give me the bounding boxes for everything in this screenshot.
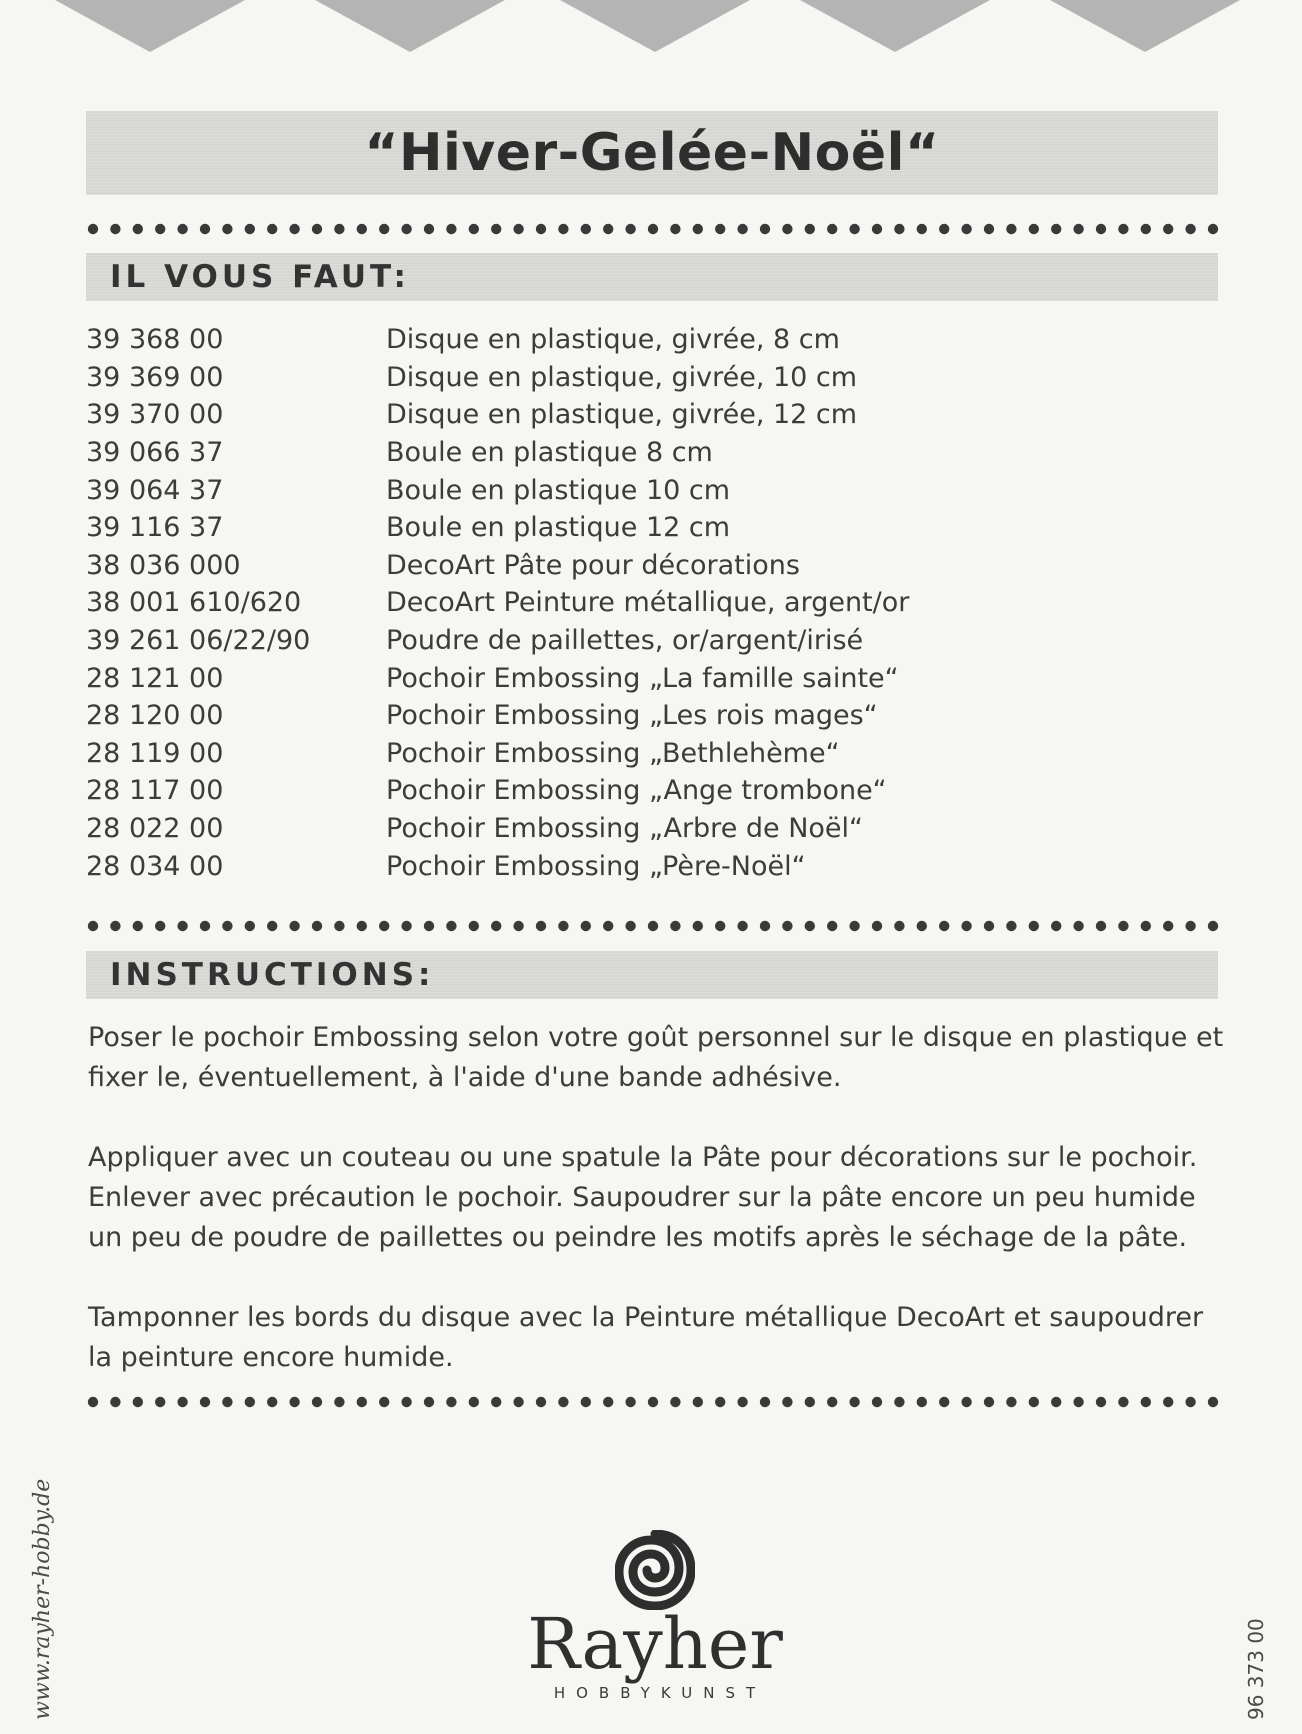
instructions-heading: INSTRUCTIONS: — [110, 957, 435, 993]
page-title: “Hiver-Gelée-Noël“ — [364, 123, 940, 183]
material-row — [86, 547, 1186, 585]
material-code: 28 119 00 — [86, 737, 224, 769]
material-description: Boule en plastique 8 cm — [386, 437, 713, 469]
material-description: Pochoir Embossing „Arbre de Noël“ — [386, 813, 864, 845]
material-row — [86, 396, 1186, 434]
website-url: www.rayher-hobby.de — [30, 1478, 55, 1720]
dotted-divider — [86, 1395, 1220, 1409]
material-description: Boule en plastique 10 cm — [386, 474, 731, 506]
dotted-divider — [86, 222, 1220, 236]
material-code: 39 066 37 — [86, 437, 224, 469]
material-description: Pochoir Embossing „Les rois mages“ — [386, 700, 878, 732]
instruction-paragraph: Poser le pochoir Embossing selon votre goût personnel sur le disque en plastique et fixer le, éventuellement, à l'aide d'une bande adhésive. — [88, 1022, 1224, 1093]
material-code: 28 034 00 — [86, 850, 224, 882]
material-code: 28 120 00 — [86, 700, 224, 732]
rose-spiral-icon — [615, 1530, 695, 1610]
material-row — [86, 359, 1186, 397]
material-row — [86, 622, 1186, 660]
material-description: Boule en plastique 12 cm — [386, 512, 731, 544]
material-row — [86, 772, 1186, 810]
instruction-paragraph: Appliquer avec un couteau ou une spatule la Pâte pour décorations sur le pochoir. Enlever avec précaution le pochoir. Saupoudrer sur la pâte encore un peu humide un peu de poudre de paillettes ou peindre les motifs après le séchage de la pâte. — [88, 1142, 1198, 1253]
material-code: 28 121 00 — [86, 662, 224, 694]
materials-heading: IL VOUS FAUT: — [110, 259, 410, 295]
instruction-paragraph: Tamponner les bords du disque avec la Peinture métallique DecoArt et saupoudrer la peinture encore humide. — [88, 1302, 1204, 1373]
material-row — [86, 434, 1186, 472]
material-row — [86, 584, 1186, 622]
material-description: DecoArt Peinture métallique, argent/or — [386, 587, 910, 619]
material-code: 39 261 06/22/90 — [86, 625, 311, 657]
material-row — [86, 659, 1186, 697]
instructions-banner — [86, 951, 1218, 999]
material-description: Disque en plastique, givrée, 10 cm — [386, 361, 858, 393]
material-row — [86, 321, 1186, 359]
material-code: 38 036 000 — [86, 549, 241, 581]
material-description: Poudre de paillettes, or/argent/irisé — [386, 625, 864, 657]
brand-tagline: HOBBYKUNST — [553, 1684, 767, 1702]
material-description: Pochoir Embossing „Bethlehème“ — [386, 737, 840, 769]
brand-logo — [520, 1530, 790, 1702]
material-code: 38 001 610/620 — [86, 587, 302, 619]
instructions-text — [88, 1018, 1228, 1418]
title-banner — [86, 111, 1218, 195]
dotted-divider — [86, 919, 1220, 933]
top-triangle-border — [0, 0, 1302, 60]
material-row — [86, 847, 1186, 885]
material-code: 28 117 00 — [86, 775, 224, 807]
material-description: DecoArt Pâte pour décorations — [386, 549, 800, 581]
article-code: 96 373 00 — [1244, 1618, 1268, 1720]
materials-list — [86, 321, 1186, 885]
material-code: 39 369 00 — [86, 361, 224, 393]
materials-banner — [86, 253, 1218, 301]
material-row — [86, 735, 1186, 773]
material-description: Disque en plastique, givrée, 8 cm — [386, 324, 840, 356]
material-row — [86, 810, 1186, 848]
material-description: Pochoir Embossing „Ange trombone“ — [386, 775, 887, 807]
material-description: Pochoir Embossing „Père-Noël“ — [386, 850, 806, 882]
material-description: Disque en plastique, givrée, 12 cm — [386, 399, 858, 431]
material-code: 39 368 00 — [86, 324, 224, 356]
material-code: 39 370 00 — [86, 399, 224, 431]
material-code: 28 022 00 — [86, 813, 224, 845]
material-description: Pochoir Embossing „La famille sainte“ — [386, 662, 899, 694]
material-row — [86, 509, 1186, 547]
brand-name: Rayher — [527, 1603, 783, 1685]
material-row — [86, 471, 1186, 509]
material-row — [86, 697, 1186, 735]
material-code: 39 064 37 — [86, 474, 224, 506]
material-code: 39 116 37 — [86, 512, 224, 544]
